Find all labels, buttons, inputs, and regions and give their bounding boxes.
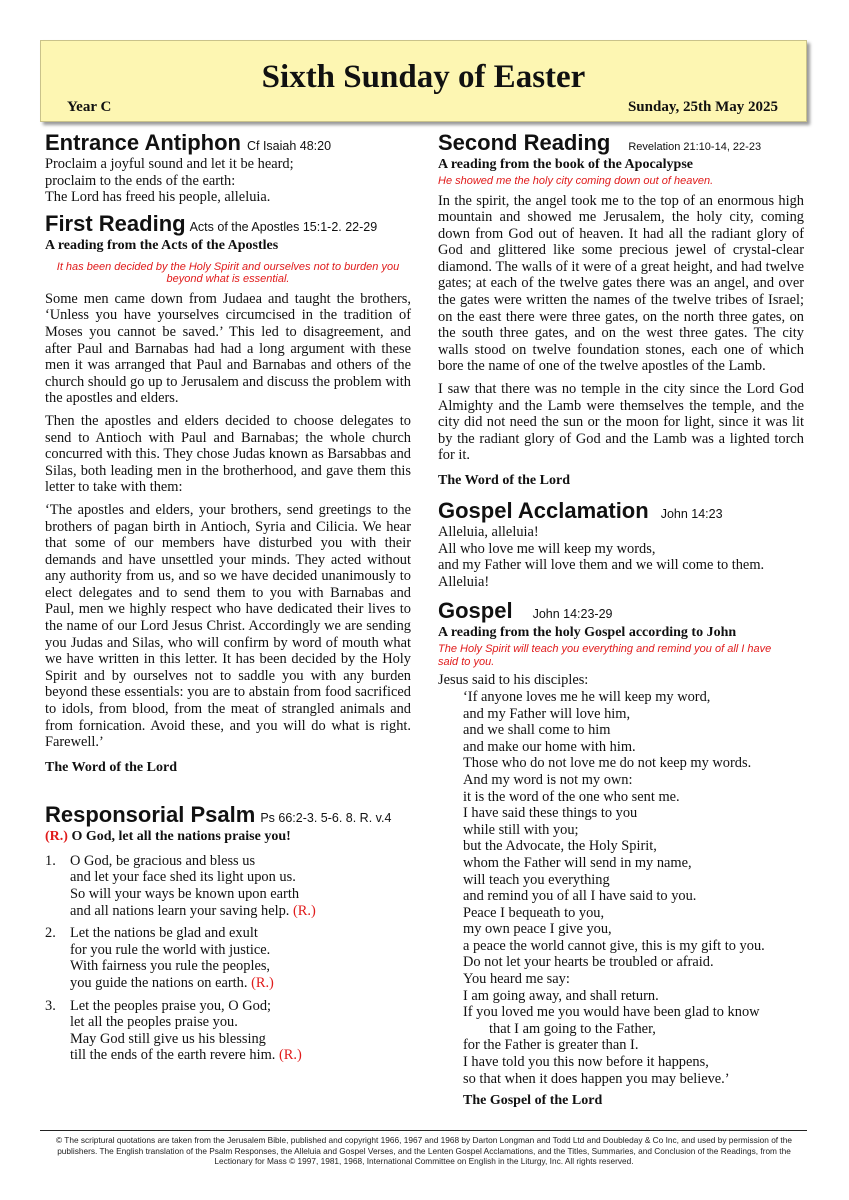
gospel-closing: The Gospel of the Lord [463, 1093, 603, 1109]
psalm-stanza [45, 925, 411, 991]
stanza-line [70, 975, 274, 992]
response-marker: (R.) [45, 828, 68, 844]
footer-divider [40, 1130, 807, 1131]
psalm-response [45, 828, 411, 845]
page-title: Sixth Sunday of Easter [261, 59, 586, 95]
section-title [45, 132, 411, 154]
gospel-line: and remind you of all I have said to you. [463, 888, 697, 905]
stanza-line [70, 1047, 302, 1064]
stanza-line-text: till the ends of the earth revere him. [70, 1047, 276, 1064]
stanza-line: So will your ways be known upon earth [70, 886, 300, 902]
entrance-antiphon-ref: Cf Isaiah 48:20 [246, 139, 332, 153]
section-title [45, 801, 411, 827]
gospel-line: that I am going to the Father, [489, 1020, 656, 1037]
first-reading-closing: The Word of the Lord [45, 759, 177, 775]
gospel-line: but the Advocate, the Holy Spirit, [463, 838, 657, 855]
gospel-line: will teach you everything [463, 871, 610, 888]
reading-paragraph: I saw that there was no temple in the city since the Lord God Almighty and the Lamb were themselves the temple, and the city did not need the sun or the moon for light, since it was lit by the radiant glory of God and the Lamb was a lighted torch for it. [438, 381, 804, 464]
second-reading [438, 132, 804, 489]
page-header [40, 40, 807, 122]
stanza-number: 2. [45, 925, 56, 942]
section-title [438, 132, 804, 154]
reading-paragraph: Then the apostles and elders decided to choose delegates to send to Antioch with Paul and Barnabas; the whole church concurred with this. They chose Judas known as Barsabbas and Silas, both leading men in the brotherhood, and gave them this letter to take with them: [45, 412, 411, 496]
psalm-stanza [45, 998, 411, 1064]
gospel-line: a peace the world cannot give, this is my gift to you. [463, 937, 765, 954]
acclamation-title: Gospel Acclamation [438, 498, 649, 523]
gospel-acclamation [438, 500, 804, 590]
acclamation-line: Alleluia, alleluia! [438, 524, 539, 540]
stanza-line: O God, be gracious and bless us [70, 852, 256, 869]
gospel-line: I have said these things to you [463, 805, 638, 822]
first-reading [45, 210, 411, 776]
response-marker: (R.) [251, 974, 274, 991]
copyright-footer: © The scriptural quotations are taken from the Jerusalem Bible, published and copyright 1966, 1967 and 1968 by Darton Longman and Todd Ltd and Doubleday & Co Inc, and used by permission of the publishers. The English translation of the Psalm Responses, the Alleluia and Gospel Verses, and the Lenten Gospel Acclamations, and the Titles, Summaries, and Conclusion of the Readings, from the Lectionary for Mass © 1997, 1981, 1968, International Committee on English in the Liturgy, Inc. All rights reserved. [56, 1135, 792, 1166]
gospel-line: If you loved me you would have been glad to know [463, 1004, 760, 1021]
stanza-line: let all the peoples praise you. [70, 1014, 238, 1031]
gospel-line: and we shall come to him [463, 722, 611, 739]
gospel-line: while still with you; [463, 821, 579, 838]
right-column [438, 132, 804, 1109]
second-reading-closing: The Word of the Lord [438, 473, 570, 488]
gospel-summary: The Holy Spirit will teach you everything and remind you of all I have said to you. [438, 643, 772, 668]
section-title [45, 210, 411, 236]
antiphon-line: The Lord has freed his people, alleluia. [45, 189, 271, 206]
section-title [438, 600, 804, 622]
acclamation-line: and my Father will love them and we will come to them. [438, 557, 765, 574]
psalm-stanza [45, 853, 411, 919]
gospel-line: I am going away, and shall return. [463, 987, 659, 1004]
gospel-line: it is the word of the one who sent me. [463, 788, 680, 805]
gospel-line: and my Father will love him, [463, 705, 631, 722]
second-reading-title: Second Reading [438, 130, 611, 155]
acclamation-line: Alleluia! [438, 573, 490, 590]
psalm-ref: Ps 66:2-3. 5-6. 8. R. v.4 [260, 810, 392, 825]
second-reading-ref: Revelation 21:10-14, 22-23 [628, 141, 762, 153]
first-reading-summary: It has been decided by the Holy Spirit and ourselves not to burden you beyond what is essential. [56, 260, 400, 286]
stanza-line: Let the nations be glad and exult [70, 925, 258, 942]
gospel-line: And my word is not my own: [463, 771, 633, 788]
response-marker: (R.) [279, 1047, 302, 1064]
gospel-line: Peace I bequeath to you, [463, 904, 605, 921]
gospel-line: Those who do not love me do not keep my words. [463, 755, 752, 772]
reading-paragraph: In the spirit, the angel took me to the top of an enormous high mountain and showed me Jerusalem, the holy city, coming down from God out of heaven. It had all the radiant glory of God and glittered like some precious jewel of crystal-clear diamond. The walls of it were of a great height, and had twelve gates; at each of the twelve gates there was an angel, and over the gates were written the names of the twelve tribes of Israel; on the east there were three gates, on the north three gates, on the south three gates, and on the west three gates. The city walls stood on twelve foundation stones, each one of which bore the name of one of the twelve apostles of the Lamb. [438, 192, 804, 375]
gospel-intro: Jesus said to his disciples: [438, 672, 589, 689]
gospel-line: so that when it does happen you may believe.’ [463, 1070, 730, 1087]
reading-paragraph: ‘The apostles and elders, your brothers, send greetings to the brothers of pagan birth in Antioch, Syria and Cilicia. We hear that some of our members have disturbed you with their demands and have unsettled your minds. They acted without any authority from us, and so we have decided unanimously to elect delegates and to send them to you with Barnabas and Paul, men we highly respect who have dedicated their lives to the name of our Lord Jesus Christ. Accordingly we are sending you Judas and Silas, who will confirm by word of mouth what we have written in this letter. It has been decided by the Holy Spirit and by ourselves not to saddle you with any burden beyond these essentials: you are to abstain from food sacrificed to idols, from blood, from the meat of strangled animals and from fornication. Avoid these, and you will do what is right. Farewell.’ [45, 501, 411, 751]
gospel-ref: John 14:23-29 [532, 607, 613, 622]
left-column [45, 132, 411, 1064]
service-date: Sunday, 25th May 2025 [627, 99, 778, 115]
gospel-subhead: A reading from the holy Gospel according to John [438, 625, 737, 641]
gospel-line: and make our home with him. [463, 738, 636, 755]
stanza-line: May God still give us his blessing [70, 1030, 266, 1047]
entrance-antiphon [45, 132, 411, 206]
stanza-line: With fairness you rule the peoples, [70, 958, 271, 975]
gospel-line: Do not let your hearts be troubled or afraid. [463, 954, 714, 971]
responsorial-psalm [45, 801, 411, 1064]
gospel-line: I have told you this now before it happens, [463, 1054, 709, 1071]
liturgical-year: Year C [67, 99, 112, 115]
first-reading-ref: Acts of the Apostles 15:1-2. 22-29 [189, 219, 378, 234]
stanza-line-text: you guide the nations on earth. [70, 974, 248, 991]
gospel-line: whom the Father will send in my name, [463, 854, 692, 871]
stanza-line-text: and all nations learn your saving help. [70, 902, 290, 919]
gospel-line: for the Father is greater than I. [463, 1037, 639, 1054]
stanza-line: Let the peoples praise you, O God; [70, 997, 272, 1014]
antiphon-line: proclaim to the ends of the earth: [45, 172, 236, 189]
response-marker: (R.) [293, 902, 316, 919]
second-reading-subhead: A reading from the book of the Apocalypse [438, 157, 693, 172]
stanza-number: 3. [45, 997, 56, 1014]
gospel-text [438, 689, 804, 1087]
acclamation-line: All who love me will keep my words, [438, 540, 656, 557]
stanza-line [70, 903, 316, 920]
antiphon-line: Proclaim a joyful sound and let it be heard; [45, 156, 294, 172]
gospel [438, 600, 804, 1109]
stanza-line: and let your face shed its light upon us. [70, 869, 296, 886]
first-reading-title: First Reading [45, 210, 186, 236]
gospel-line: You heard me say: [463, 971, 570, 988]
reading-paragraph: Some men came down from Judaea and taught the brothers, ‘Unless you have yourselves circumcised in the tradition of Moses you cannot be saved.’ This led to disagreement, and after Paul and Barnabas had had a long argument with these men it was arranged that Paul and Barnabas and others of the church should go up to Jerusalem and discuss the problem with the apostles and elders. [45, 290, 411, 407]
gospel-line: my own peace I give you, [463, 921, 612, 938]
first-reading-subhead: A reading from the Acts of the Apostles [45, 237, 279, 253]
second-reading-summary: He showed me the holy city coming down out of heaven. [438, 175, 714, 187]
gospel-title: Gospel [438, 598, 513, 624]
stanza-line: for you rule the world with justice. [70, 941, 271, 958]
entrance-antiphon-title: Entrance Antiphon [45, 130, 241, 155]
stanza-number: 1. [45, 852, 56, 869]
gospel-line: ‘If anyone loves me he will keep my word, [463, 688, 711, 705]
section-title [438, 500, 804, 522]
response-text: O God, let all the nations praise you! [71, 828, 291, 844]
psalm-title: Responsorial Psalm [45, 801, 256, 827]
acclamation-ref: John 14:23 [660, 507, 723, 521]
